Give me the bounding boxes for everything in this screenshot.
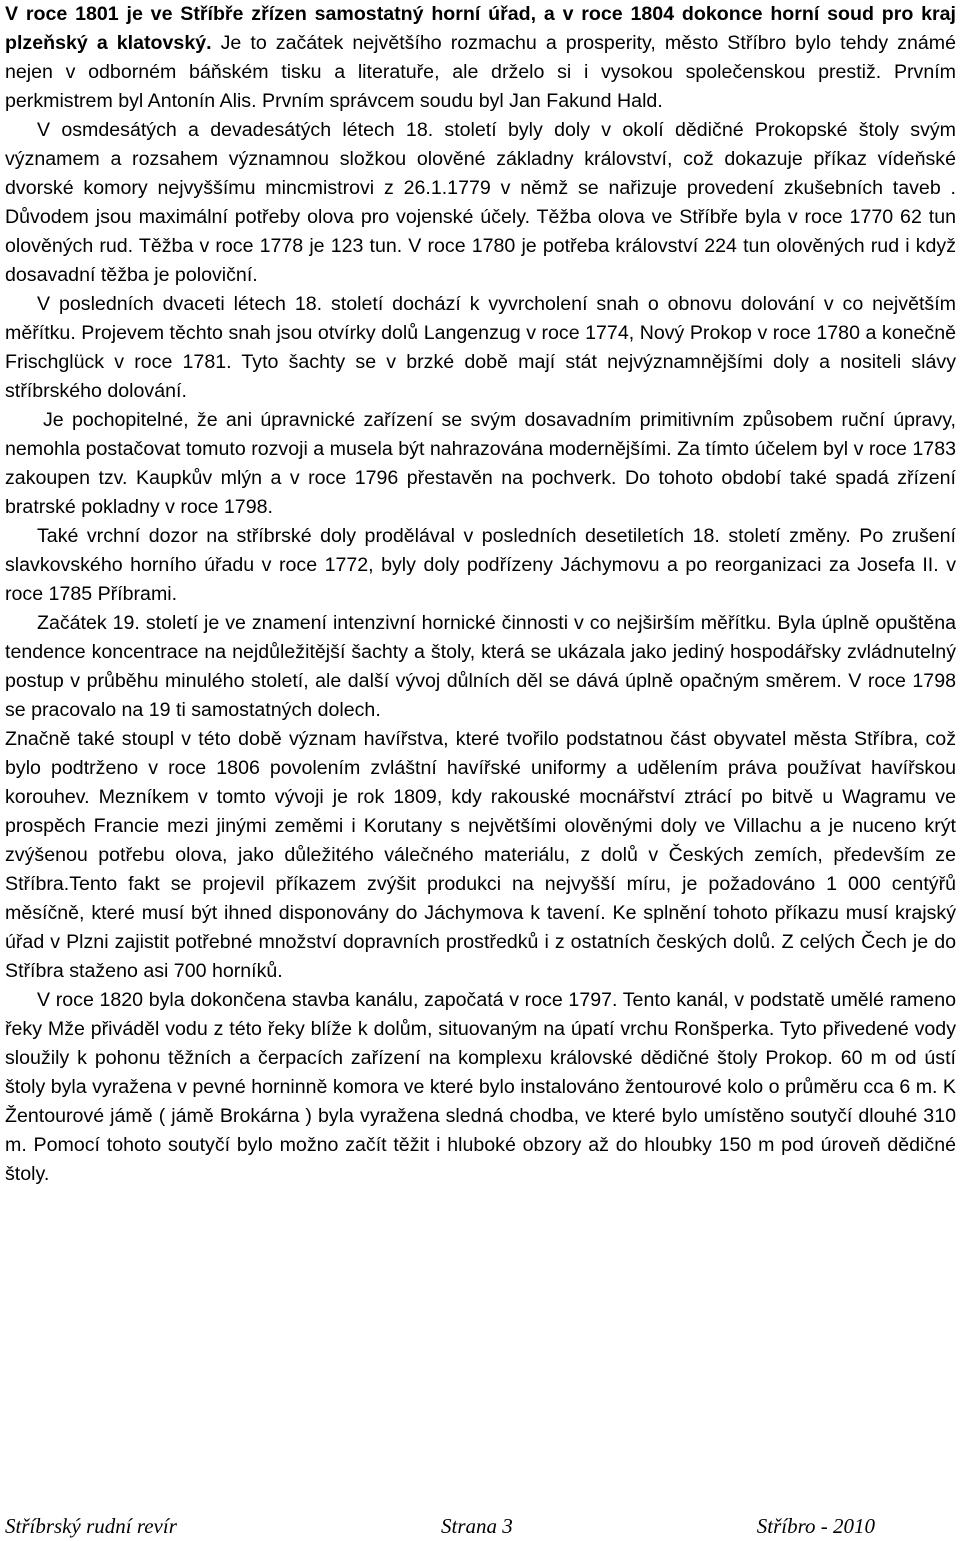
footer-title: Stříbrský rudní revír: [5, 1514, 177, 1538]
footer-place-year: Stříbro - 2010: [756, 1514, 875, 1538]
paragraph-6: Začátek 19. století je ve znamení intenzivní hornické činnosti v co nejširším měřítku. Byla úplně opuštěna tendence koncentrace na nejdůležitější šachty a štoly, která se ukázala jako jediný hospodářsky zvládnutelný postup v průběhu minulého století, ale další vývoj důlních děl se dává úplně opačným směrem. V roce 1798 se pracovalo na 19 ti samostatných dolech.: [5, 612, 956, 721]
paragraph-3: V posledních dvaceti létech 18. století dochází k vyvrcholení snah o obnovu dolování v co největším měřítku. Projevem těchto snah jsou otvírky dolů Langenzug v roce 1774, Nový Prokop v roce 1780 a konečně Frischglück v roce 1781. Tyto šachty se v brzké době mají stát nejvýznamnějšími doly a nositeli slávy stříbrského dolování.: [5, 293, 956, 402]
paragraph-1-text: Je to začátek největšího rozmachu a prosperity, město Stříbro bylo tehdy známé nejen v odborném báňském tisku a literatuře, ale drželo si i vysokou společenskou prestiž. Prvním perkmistrem byl Antonín Alis. Prvním správcem soudu byl Jan Fakund Hald.: [5, 32, 956, 112]
paragraph-7: Značně také stoupl v této době význam havířstva, které tvořilo podstatnou část obyvatel města Stříbra, což bylo podtrženo v roce 1806 povolením zvláštní havířské uniformy a udělením práva používat havířskou korouhev. Mezníkem v tomto vývoji je rok 1809, kdy rakouské mocnářství ztrácí po bitvě u Wagramu ve prospěch Francie mezi jinými zeměmi i Korutany s největšími olověnými doly ve Villachu a je nuceno krýt zvýšenou potřebu olova, jako důležitého válečného materiálu, z dolů v Českých zemích, především ze Stříbra.Tento fakt se projevil příkazem zvýšit produkci na nejvyšší míru, je požadováno 1 000 centýřů měsíčně, které musí být ihned disponovány do Jáchymova k tavení. Ke splnění tohoto příkazu musí krajský úřad v Plzni zajistit potřebné množství dopravních prostředků i z ostatních českých dolů. Z celých Čech je do Stříbra staženo asi 700 horníků.: [5, 728, 956, 982]
paragraph-1: [5, 0, 956, 116]
document-body: [5, 0, 956, 1189]
paragraph-5: Také vrchní dozor na stříbrské doly prodělával v posledních desetiletích 18. století změny. Po zrušení slavkovského horního úřadu v roce 1772, byly doly podřízeny Jáchymovu a po reorganizaci za Josefa II. v roce 1785 Příbrami.: [5, 525, 956, 605]
footer-page-number: Strana 3: [441, 1514, 513, 1538]
paragraph-8: V roce 1820 byla dokončena stavba kanálu, započatá v roce 1797. Tento kanál, v podstatě umělé rameno řeky Mže přiváděl vodu z této řeky blíže k dolům, situovaným na úpatí vrchu Ronšperka. Tyto přivedené vody sloužily k pohonu těžních a čerpacích zařízení na komplexu královské dědičné štoly Prokop. 60 m od ústí štoly byla vyražena v pevné horninně komora ve které bylo instalováno žentourové kolo o průměru cca 6 m. K Žentourové jámě ( jámě Brokárna ) byla vyražena sledná chodba, ve které bylo umístěno soutyčí dlouhé 310 m. Pomocí tohoto soutyčí bylo možno začít těžit i hluboké obzory až do hloubky 150 m pod úroveň dědičné štoly.: [5, 989, 956, 1185]
paragraph-2: V osmdesátých a devadesátých létech 18. století byly doly v okolí dědičné Prokopské štoly svým významem a rozsahem významnou složkou olověné základny království, což dokazuje příkaz vídeňské dvorské komory nejvyššímu mincmistrovi z 26.1.1779 v němž se nařizuje provedení zkušebních taveb . Důvodem jsou maximální potřeby olova pro vojenské účely. Těžba olova ve Stříbře byla v roce 1770 62 tun olověných rud. Těžba v roce 1778 je 123 tun. V roce 1780 je potřeba království 224 tun olověných rud i když dosavadní těžba je poloviční.: [5, 119, 956, 286]
paragraph-4: Je pochopitelné, že ani úpravnické zařízení se svým dosavadním primitivním způsobem ruční úpravy, nemohla postačovat tomuto rozvoji a musela být nahrazována modernějšími. Za tímto účelem byl v roce 1783 zakoupen tzv. Kaupkův mlýn a v roce 1796 přestavěn na pochverk. Do tohoto období také spadá zřízení bratrské pokladny v roce 1798.: [5, 409, 956, 518]
paragraph-1-bold-lead: V roce 1801 je ve Stříbře zřízen samostatný horní úřad, a v roce 1804 dokonce horní soud pro kraj plzeňský a klatovský.: [5, 3, 956, 54]
